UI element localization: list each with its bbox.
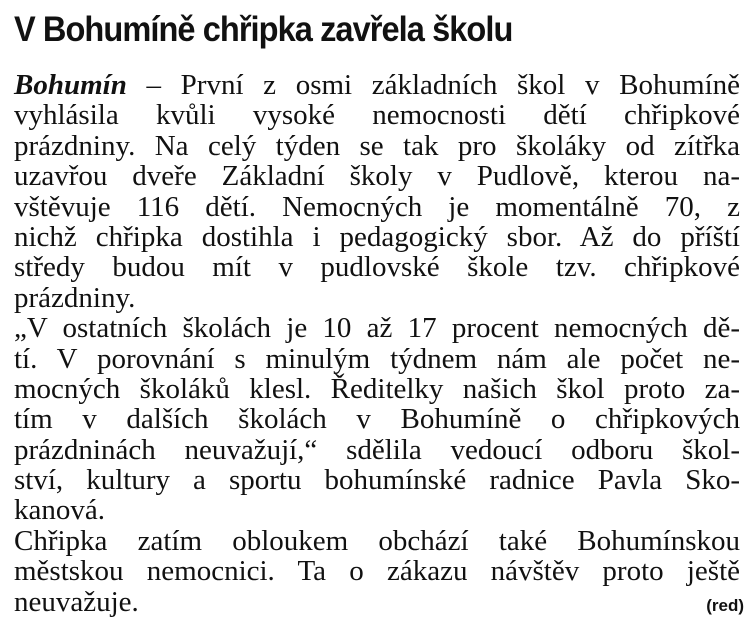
article-line-1: Bohumín – První z osmi základních škol v Bohumíně	[14, 69, 740, 101]
dateline: Bohumín	[14, 69, 127, 101]
article-line-15: kanová.	[14, 494, 105, 527]
article-body	[14, 70, 740, 617]
article-line-16: Chřipka zatím obloukem obchází také Bohumínskou	[14, 524, 740, 557]
article-line-6: nichž chřipka dostihla i pedagogický sbor. Až do příští	[14, 220, 740, 253]
article-line-3: prázdniny. Na celý týden se tak pro školáky od zítřka	[14, 129, 740, 162]
headline: V Bohumíně chřipka zavřela školu	[14, 10, 513, 49]
article-line-10: tí. V porovnání s minulým týdnem nám ale počet ne-	[14, 342, 740, 375]
article-line-7: středy budou mít v pudlovské škole tzv. chřipkové	[14, 251, 740, 284]
byline: (red)	[706, 596, 744, 615]
article-line-14: ství, kultury a sportu bohumínské radnice Pavla Sko-	[14, 464, 740, 497]
article-line-4: uzavřou dveře Základní školy v Pudlově, kterou na-	[14, 160, 740, 193]
article-line-18: neuvažuje.	[14, 585, 139, 618]
article-line-5: vštěvuje 116 dětí. Nemocných je momentálně 70, z	[14, 190, 740, 223]
article-line-11: mocných školáků klesl. Ředitelky našich škol proto za-	[14, 372, 740, 405]
article-line-2: vyhlásila kvůli vysoké nemocnosti dětí chřipkové	[14, 99, 740, 132]
article-line-17: městskou nemocnici. Ta o zákazu návštěv proto ještě	[14, 555, 740, 588]
article-line-13: prázdninách neuvažují,“ sdělila vedoucí odboru škol-	[14, 433, 740, 466]
article-line-9: „V ostatních školách je 10 až 17 procent nemocných dě-	[14, 312, 740, 345]
article-line-12: tím v dalších školách v Bohumíně o chřipkových	[14, 403, 740, 436]
article-line-8: prázdniny.	[14, 281, 136, 314]
